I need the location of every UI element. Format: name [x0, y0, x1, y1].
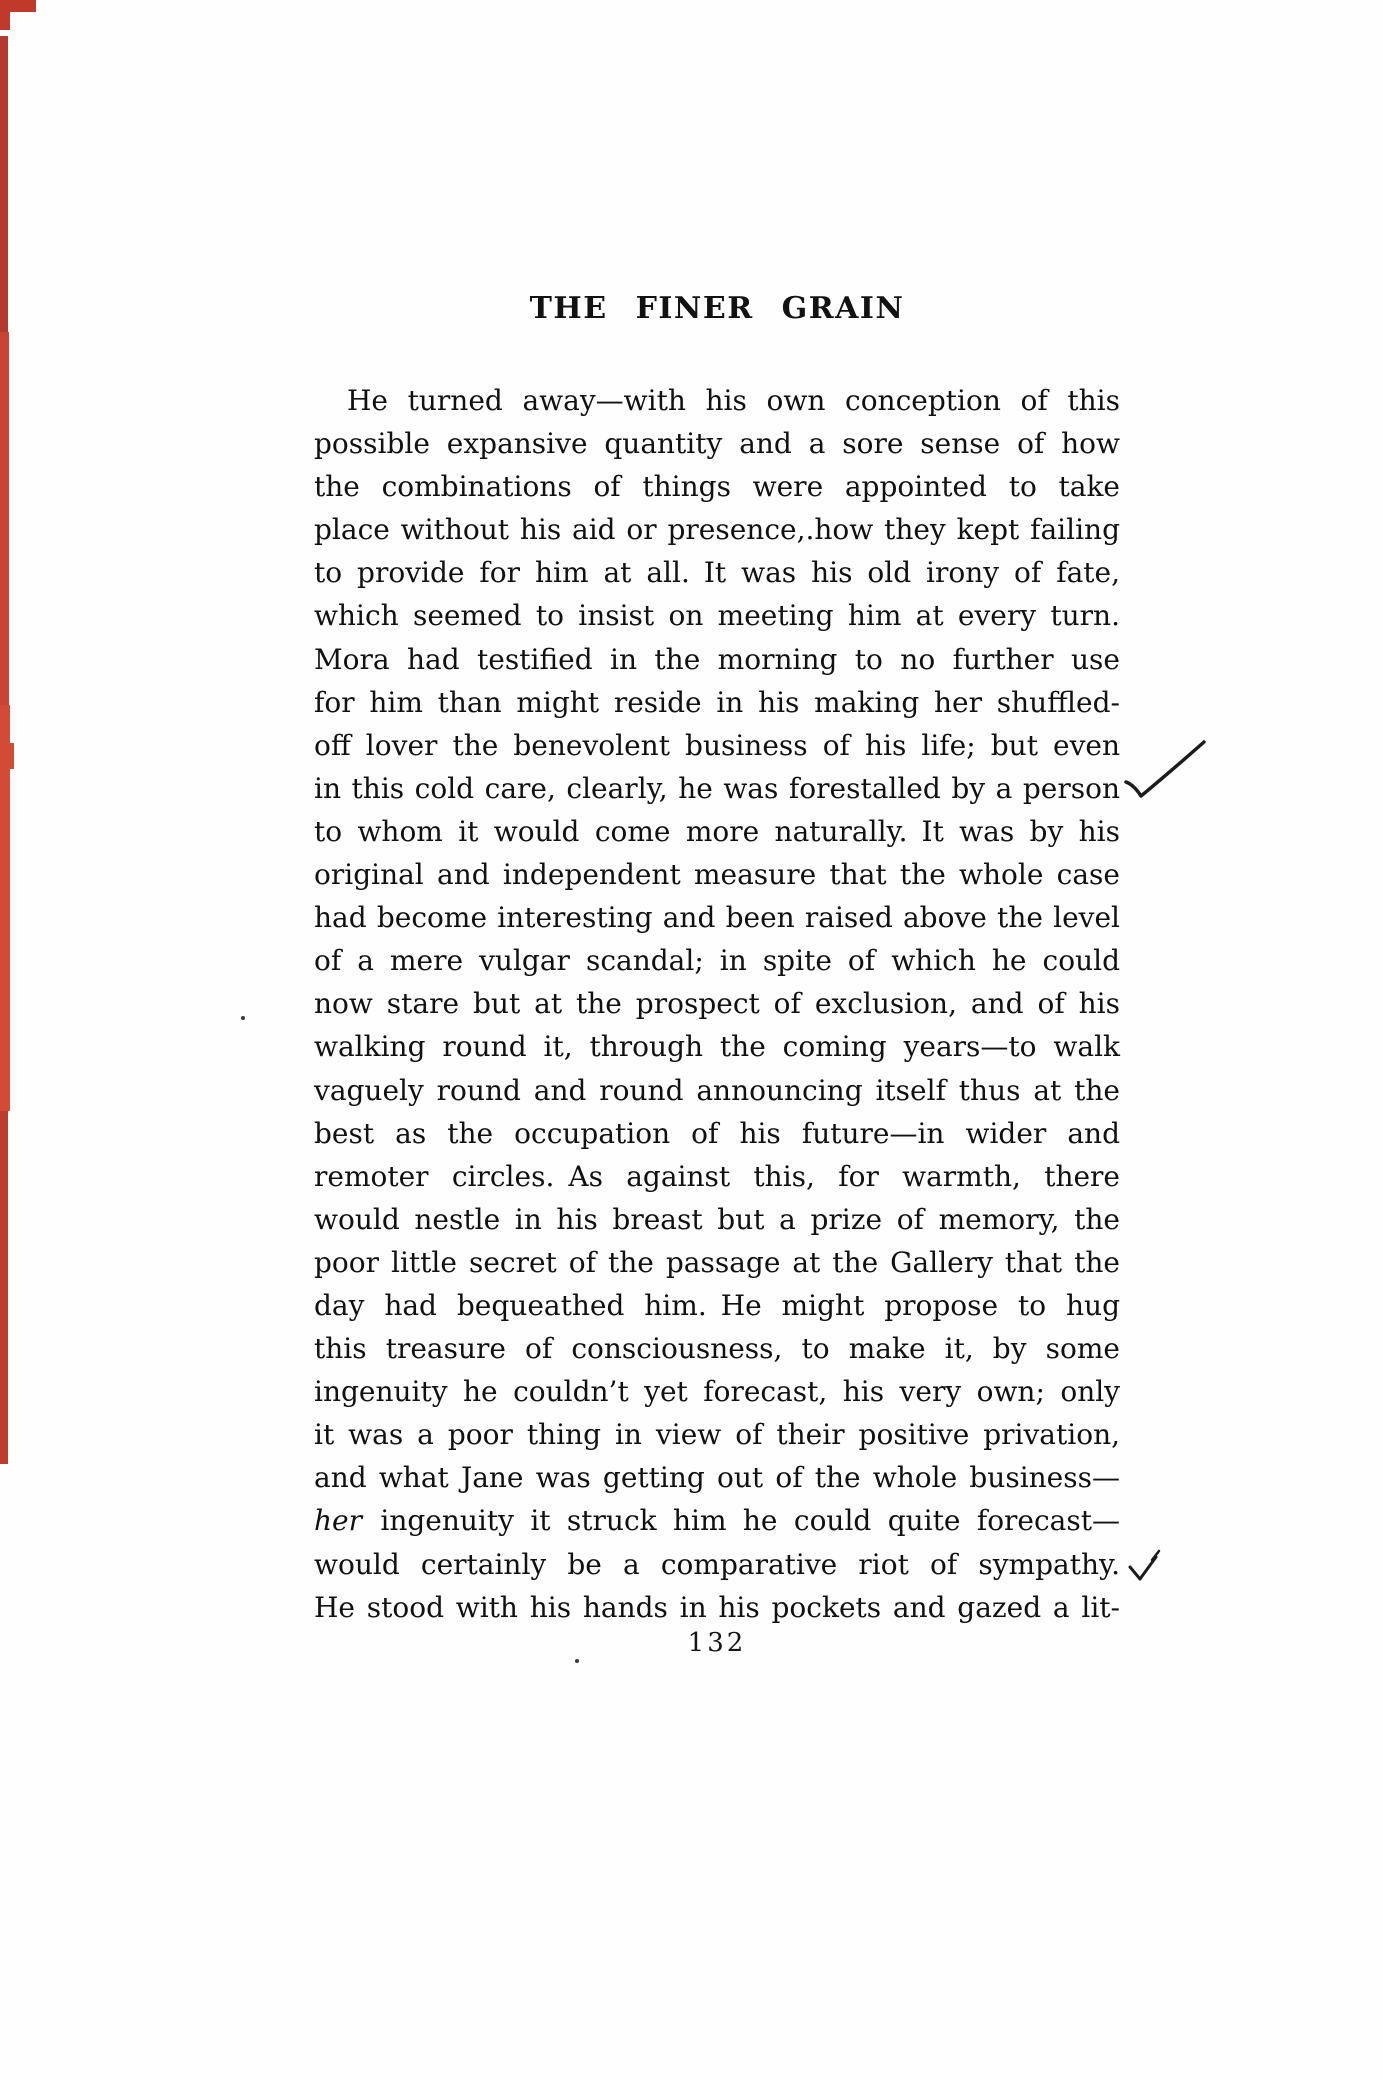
text-line: which seemed to insist on meeting him at every turn. — [314, 599, 1120, 633]
italic-word: her — [314, 1504, 362, 1538]
text-line: remoter circles. As against this, for warmth, there — [314, 1159, 1120, 1193]
pencil-checkmark-small-icon — [1130, 1557, 1156, 1579]
text-line: now stare but at the prospect of exclusion, and of his — [314, 987, 1120, 1021]
text-line: this treasure of consciousness, to make it, by some — [314, 1332, 1120, 1366]
red-edge-segment — [0, 1111, 8, 1464]
text-line: He stood with his hands in his pockets and gazed a lit- — [314, 1590, 1120, 1624]
text-line: to provide for him at all. It was his old irony of fate, — [314, 556, 1120, 590]
text-line: vaguely round and round announcing itself thus at the — [314, 1073, 1120, 1107]
text-line: possible expansive quantity and a sore sense of how — [314, 427, 1120, 461]
pencil-checkmark-small-hook-icon — [1152, 1551, 1159, 1560]
scan-speck — [241, 1016, 245, 1020]
text-line: best as the occupation of his future—in wider and — [314, 1116, 1120, 1150]
red-edge-segment — [0, 0, 10, 30]
text-line: would certainly be a comparative riot of sympathy. — [314, 1547, 1120, 1581]
text-line: it was a poor thing in view of their positive privation, — [314, 1418, 1120, 1452]
text-line: of a mere vulgar scandal; in spite of which he could — [314, 944, 1120, 978]
text-line: to whom it would come more naturally. It was by his — [314, 814, 1120, 848]
red-edge-segment — [0, 36, 8, 332]
text-line: ingenuity he couldn’t yet forecast, his very own; only — [314, 1375, 1120, 1409]
text-line: walking round it, through the coming years—to walk — [314, 1030, 1120, 1064]
text-line: in this cold care, clearly, he was forestalled by a person — [314, 771, 1120, 805]
text-line: and what Jane was getting out of the whole business— — [314, 1461, 1120, 1495]
text-line: poor little secret of the passage at the Gallery that the — [314, 1245, 1120, 1279]
scan-speck — [575, 1659, 579, 1663]
text-line: Mora had testified in the morning to no further use — [314, 642, 1120, 676]
text-line: off lover the benevolent business of his life; but even — [314, 728, 1120, 762]
text-line: He turned away—with his own conception of this — [347, 384, 1120, 417]
page-number: 132 — [687, 1628, 747, 1658]
text-line: place without his aid or presence,.how they kept failing — [314, 513, 1120, 547]
text-line: her ingenuity it struck him he could quite forecast— — [314, 1504, 1120, 1538]
text-line: day had bequeathed him. He might propose to hug — [314, 1288, 1120, 1322]
text-line: had become interesting and been raised above the level — [314, 901, 1120, 935]
body-text — [314, 379, 1120, 1629]
text-line: would nestle in his breast but a prize of memory, the — [314, 1202, 1120, 1236]
text-line: for him than might reside in his making her shuffled- — [314, 685, 1120, 719]
pencil-checkmark-large-icon — [1126, 742, 1204, 796]
page-title: THE FINER GRAIN — [529, 291, 905, 326]
red-edge-segment — [0, 743, 14, 769]
text-line: the combinations of things were appointed to take — [314, 470, 1120, 504]
text-line: original and independent measure that the whole case — [314, 858, 1120, 892]
red-edge-segment — [0, 332, 9, 705]
